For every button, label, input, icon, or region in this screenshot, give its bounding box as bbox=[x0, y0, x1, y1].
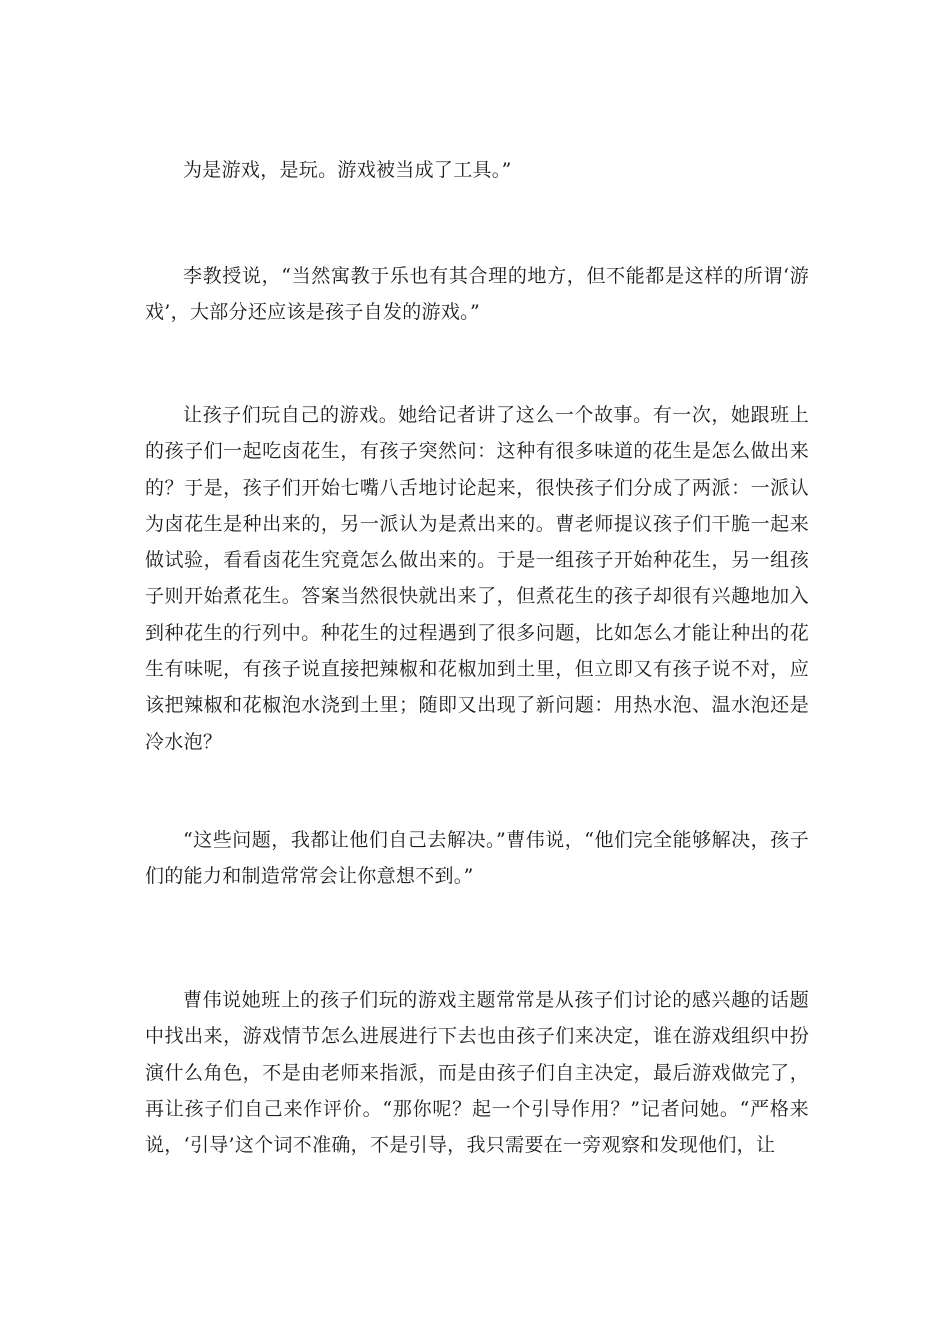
paragraph-5: 曹伟说她班上的孩子们玩的游戏主题常常是从孩子们讨论的感兴趣的话题中找出来，游戏情节怎么进展进行下去也由孩子们来决定，谁在游戏组织中扮演什么角色，不是由老师来指派，而是由孩子们自主决定，最后游戏做完了，再让孩子们自己来作评价。“那你呢？起一个引导作用？”记者问她。“严格来说，‘引导’这个词不准确，不是引导，我只需要在一旁观察和发现他们，让 bbox=[145, 989, 809, 1157]
paragraph-3: 让孩子们玩自己的游戏。她给记者讲了这么一个故事。有一次，她跟班上的孩子们一起吃卤花生，有孩子突然问：这种有很多味道的花生是怎么做出来的？于是，孩子们开始七嘴八舌地讨论起来，很快孩子们分成了两派：一派认为卤花生是种出来的，另一派认为是煮出来的。曹老师提议孩子们干脆一起来做试验，看看卤花生究竟怎么做出来的。于是一组孩子开始种花生，另一组孩子则开始煮花生。答案当然很快就出来了，但煮花生的孩子却很有兴趣地加入到种花生的行列中。种花生的过程遇到了很多问题，比如怎么才能让种出的花生有味呢，有孩子说直接把辣椒和花椒加到土里，但立即又有孩子说不对，应该把辣椒和花椒泡水浇到土里；随即又出现了新问题：用热水泡、温水泡还是冷水泡？ bbox=[145, 404, 809, 753]
paragraph-1: 为是游戏，是玩。游戏被当成了工具。” bbox=[183, 159, 512, 181]
paragraph-4: “这些问题，我都让他们自己去解决。”曹伟说，“他们完全能够解决，孩子们的能力和制造常常会让你意想不到。” bbox=[145, 829, 809, 888]
paragraph-2: 李教授说，“当然寓教于乐也有其合理的地方，但不能都是这样的所谓‘游戏’，大部分还应该是孩子自发的游戏。” bbox=[145, 265, 809, 324]
